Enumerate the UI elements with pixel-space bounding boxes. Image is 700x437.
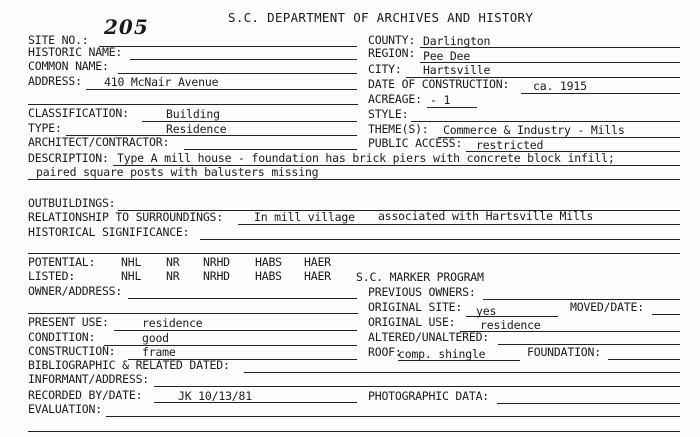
themes-label: THEME(S):	[368, 122, 429, 136]
potential-nrhd: NRHD	[203, 255, 230, 269]
relationship-value: In mill village	[254, 210, 355, 224]
moved-date-line	[652, 314, 680, 315]
listed-nhl: NHL	[121, 269, 142, 283]
condition-value: good	[142, 331, 169, 345]
style-line	[411, 121, 680, 122]
altered-label: ALTERED/UNALTERED:	[368, 330, 490, 344]
public-access-value: restricted	[476, 138, 544, 152]
description-label: DESCRIPTION:	[28, 151, 109, 165]
listed-haer: HAER	[304, 269, 331, 283]
listed-nrhd: NRHD	[203, 269, 230, 283]
original-site-value: yes	[476, 304, 497, 318]
construction-label: CONSTRUCTION:	[28, 344, 116, 358]
relationship-extra-value: associated with Hartsville Mills	[378, 209, 594, 223]
type-label: TYPE:	[28, 121, 62, 135]
owner-address-label: OWNER/ADDRESS:	[28, 284, 123, 298]
original-use-value: residence	[480, 318, 541, 332]
informant-line	[154, 386, 680, 387]
address-label: ADDRESS:	[28, 74, 82, 88]
listed-label: LISTED:	[28, 269, 76, 283]
themes-value: Commerce & Industry - Mills	[443, 123, 625, 137]
original-site-label: ORIGINAL SITE:	[368, 300, 463, 314]
marker-program-label: S.C. MARKER PROGRAM	[356, 270, 484, 284]
classification-value: Building	[166, 107, 220, 121]
description-line-2: paired square posts with balusters missing	[36, 165, 319, 179]
architect-label: ARCHITECT/CONTRACTOR:	[28, 135, 170, 149]
potential-haer: HAER	[304, 255, 331, 269]
roof-line	[398, 360, 520, 361]
original-use-label: ORIGINAL USE:	[368, 315, 456, 329]
site-no-value: 205	[104, 15, 149, 39]
site-no-line	[99, 46, 357, 47]
construction-value: frame	[142, 345, 176, 359]
roof-label: ROOF:	[368, 345, 402, 359]
historic-name-line	[130, 59, 357, 60]
bottom-line	[28, 431, 680, 432]
site-no-label: SITE NO.:	[28, 33, 89, 47]
evaluation-line	[106, 416, 680, 417]
architect-line	[184, 149, 357, 150]
form-header: S.C. DEPARTMENT OF ARCHIVES AND HISTORY	[228, 10, 534, 25]
potential-nr: NR	[166, 255, 180, 269]
acreage-label: ACREAGE:	[368, 92, 422, 106]
region-label: REGION:	[368, 46, 416, 60]
description-line-1: Type A mill house - foundation has brick piers with concrete block infill;	[117, 151, 615, 165]
historical-significance-line	[200, 239, 680, 240]
condition-label: CONDITION:	[28, 330, 96, 344]
county-label: COUNTY:	[368, 33, 416, 47]
type-value: Residence	[166, 122, 227, 136]
section-separator-2	[28, 253, 680, 254]
public-access-label: PUBLIC ACCESS:	[368, 136, 463, 150]
listed-habs: HABS	[255, 269, 282, 283]
foundation-line	[608, 359, 680, 360]
evaluation-label: EVALUATION:	[28, 402, 102, 416]
informant-label: INFORMANT/ADDRESS:	[28, 372, 150, 386]
date-of-construction-label: DATE OF CONSTRUCTION:	[368, 77, 510, 91]
section-separator	[28, 104, 358, 105]
relationship-label: RELATIONSHIP TO SURROUNDINGS:	[28, 210, 223, 224]
moved-date-label: MOVED/DATE:	[570, 300, 644, 314]
common-name-label: COMMON NAME:	[28, 59, 109, 73]
previous-owners-label: PREVIOUS OWNERS:	[368, 285, 476, 299]
historical-significance-label: HISTORICAL SIGNIFICANCE:	[28, 225, 190, 239]
county-value: Darlington	[423, 34, 491, 48]
date-of-construction-line	[521, 93, 680, 94]
date-of-construction-value: ca. 1915	[533, 79, 587, 93]
city-value: Hartsville	[423, 63, 491, 77]
classification-label: CLASSIFICATION:	[28, 106, 129, 120]
foundation-label: FOUNDATION:	[527, 345, 601, 359]
original-use-line	[460, 331, 680, 332]
potential-label: POTENTIAL:	[28, 255, 96, 269]
address-value: 410 McNair Avenue	[104, 75, 219, 89]
present-use-value: residence	[142, 316, 203, 330]
owner-address-line	[128, 298, 357, 299]
address-line	[86, 89, 357, 90]
potential-nhl: NHL	[121, 255, 142, 269]
outbuildings-label: OUTBUILDINGS:	[28, 196, 116, 210]
listed-nr: NR	[166, 269, 180, 283]
city-label: CITY:	[368, 62, 402, 76]
present-use-label: PRESENT USE:	[28, 315, 109, 329]
roof-value: comp. shingle	[398, 347, 486, 361]
recorded-by-value: JK 10/13/81	[178, 389, 252, 403]
historic-name-label: HISTORIC NAME:	[28, 45, 123, 59]
photographic-data-label: PHOTOGRAPHIC DATA:	[368, 389, 490, 403]
relationship-line	[238, 224, 680, 225]
themes-line	[438, 137, 680, 138]
recorded-by-label: RECORDED BY/DATE:	[28, 388, 143, 402]
original-site-line	[466, 316, 558, 317]
region-value: Pee Dee	[423, 49, 471, 63]
description-underline-2	[28, 179, 680, 180]
county-line	[420, 47, 680, 48]
photographic-data-line	[497, 403, 680, 404]
style-label: STYLE:	[368, 107, 409, 121]
recorded-by-line	[154, 402, 357, 403]
acreage-value: - 1	[430, 93, 451, 107]
acreage-line	[427, 107, 477, 108]
section-separator-3	[28, 313, 358, 314]
potential-habs: HABS	[255, 255, 282, 269]
bibliographic-label: BIBLIOGRAPHIC & RELATED DATED:	[28, 358, 230, 372]
common-name-line	[118, 73, 357, 74]
bibliographic-line	[244, 372, 680, 373]
